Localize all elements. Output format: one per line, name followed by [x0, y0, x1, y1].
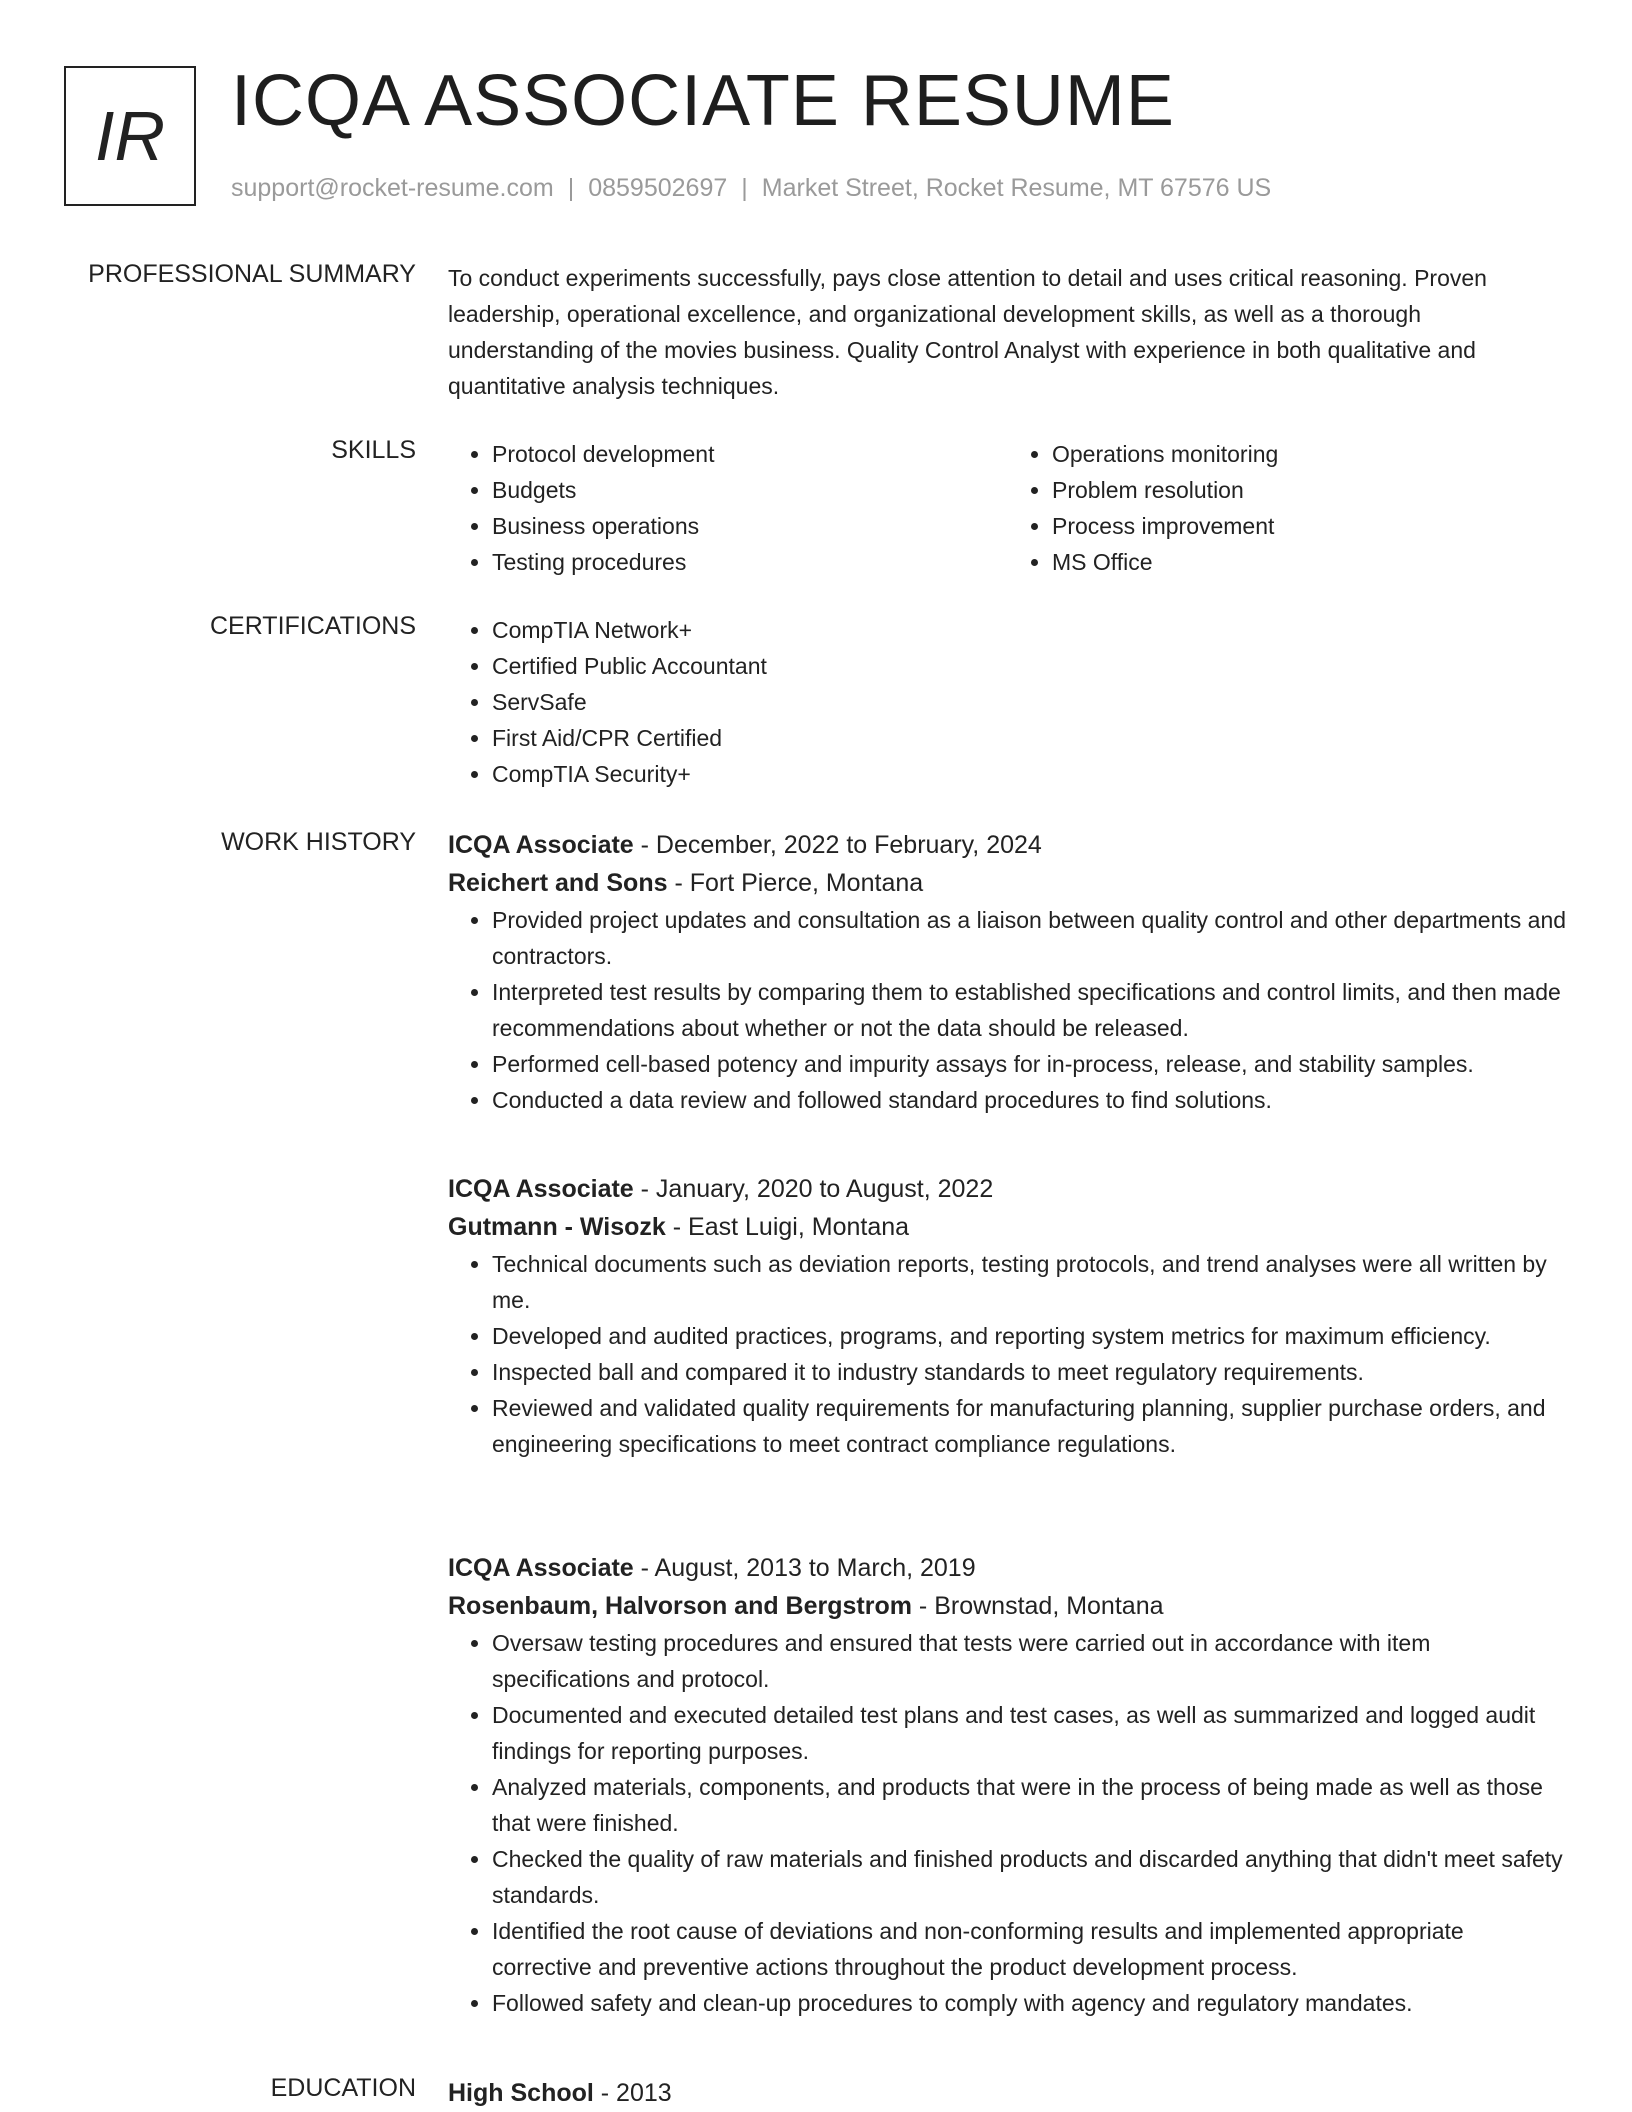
job-location: - East Luigi, Montana	[665, 1213, 910, 1241]
resume-title: ICQA ASSOCIATE RESUME	[231, 61, 1175, 141]
job-company: Rosenbaum, Halvorson and Bergstrom	[448, 1592, 912, 1620]
job-bullet: • Oversaw testing procedures and ensured that tests were carried out in accordance with item specifications and protocol.	[492, 1625, 1568, 1697]
certification-item: • First Aid/CPR Certified	[492, 720, 1568, 756]
education-body	[448, 2074, 1568, 2112]
job-company: Reichert and Sons	[448, 869, 668, 897]
certification-item: • ServSafe	[492, 684, 1568, 720]
job-bullets	[448, 902, 1568, 1118]
skill-item: • Business operations	[492, 508, 1008, 544]
job-entry	[448, 1170, 1568, 1462]
contact-phone: 0859502697	[588, 174, 728, 202]
education-year: - 2013	[593, 2079, 672, 2107]
resume-header	[64, 61, 1564, 216]
job-bullet: • Conducted a data review and followed standard procedures to find solutions.	[492, 1082, 1568, 1118]
job-entry	[448, 826, 1568, 1118]
section-label-certifications: CERTIFICATIONS	[209, 612, 416, 640]
skill-item: • Operations monitoring	[1052, 436, 1568, 472]
education-degree: High School	[448, 2079, 594, 2107]
job-title-line	[448, 1170, 1568, 1208]
job-company: Gutmann - Wisozk	[448, 1213, 666, 1241]
section-label-work: WORK HISTORY	[221, 828, 416, 856]
job-bullet: • Followed safety and clean-up procedures to comply with agency and regulatory mandates.	[492, 1985, 1568, 2021]
contact-separator: |	[567, 174, 575, 202]
section-label-skills: SKILLS	[331, 436, 416, 464]
summary-body	[448, 260, 1568, 404]
job-title: ICQA Associate	[448, 1554, 634, 1582]
job-bullet: • Documented and executed detailed test plans and test cases, as well as summarized and logged audit findings for reporting purposes.	[492, 1697, 1568, 1769]
skill-item: • Budgets	[492, 472, 1008, 508]
job-dates: - August, 2013 to March, 2019	[633, 1554, 976, 1582]
skill-item: • MS Office	[1052, 544, 1568, 580]
certifications-body	[448, 612, 1568, 792]
skill-item: • Process improvement	[1052, 508, 1568, 544]
job-entry	[448, 1549, 1568, 2021]
job-bullet: • Checked the quality of raw materials and finished products and discarded anything that didn't meet safety standards.	[492, 1841, 1568, 1913]
job-company-line	[448, 1587, 1568, 1625]
job-bullet: • Performed cell-based potency and impurity assays for in-process, release, and stability samples.	[492, 1046, 1568, 1082]
education-line	[448, 2074, 1568, 2112]
job-bullet: • Inspected ball and compared it to industry standards to meet regulatory requirements.	[492, 1354, 1568, 1390]
monogram-logo: IR	[64, 66, 196, 206]
certification-item: • Certified Public Accountant	[492, 648, 1568, 684]
job-title-line	[448, 826, 1568, 864]
skills-body	[448, 436, 1568, 580]
job-bullet: • Developed and audited practices, programs, and reporting system metrics for maximum efficiency.	[492, 1318, 1568, 1354]
job-dates: - January, 2020 to August, 2022	[633, 1175, 994, 1203]
job-title: ICQA Associate	[448, 1175, 634, 1203]
job-location: - Fort Pierce, Montana	[667, 869, 924, 897]
job-bullet: • Interpreted test results by comparing them to established specifications and control limits, and then made recommendations about whether or not the data should be released.	[492, 974, 1568, 1046]
section-label-education: EDUCATION	[270, 2074, 416, 2102]
skills-list-left	[448, 436, 1008, 580]
job-bullet: • Reviewed and validated quality requirements for manufacturing planning, supplier purchase orders, and engineering specifications to meet contract compliance regulations.	[492, 1390, 1568, 1462]
job-bullet: • Technical documents such as deviation reports, testing protocols, and trend analyses were all written by me.	[492, 1246, 1568, 1318]
skill-item: • Testing procedures	[492, 544, 1008, 580]
job-bullets	[448, 1246, 1568, 1462]
contact-address: Market Street, Rocket Resume, MT 67576 US	[761, 174, 1272, 202]
contact-separator: |	[741, 174, 748, 202]
job-company-line	[448, 864, 1568, 902]
job-company-line	[448, 1208, 1568, 1246]
job-title: ICQA Associate	[448, 831, 634, 859]
skill-item: • Problem resolution	[1052, 472, 1568, 508]
section-label-summary: PROFESSIONAL SUMMARY	[88, 260, 416, 288]
skills-list-right	[1008, 436, 1568, 580]
summary-text: To conduct experiments successfully, pays close attention to detail and uses critical reasoning. Proven leadership, operational excellence, and organizational development skills, as well as a thorough understanding of the movies business. Quality Control Analyst with experience in both qualitative and quantitative analysis techniques.	[448, 265, 1487, 399]
certifications-list	[448, 612, 1568, 792]
certification-item: • CompTIA Network+	[492, 612, 1568, 648]
job-bullets	[448, 1625, 1568, 2021]
job-bullet: • Provided project updates and consultation as a liaison between quality control and other departments and contractors.	[492, 902, 1568, 974]
skill-item: • Protocol development	[492, 436, 1008, 472]
job-title-line	[448, 1549, 1568, 1587]
contact-email: support@rocket-resume.com	[231, 174, 554, 202]
contact-line	[231, 174, 1271, 203]
job-bullet: • Analyzed materials, components, and products that were in the process of being made as well as those that were finished.	[492, 1769, 1568, 1841]
certification-item: • CompTIA Security+	[492, 756, 1568, 792]
job-location: - Brownstad, Montana	[911, 1592, 1164, 1620]
job-dates: - December, 2022 to February, 2024	[633, 831, 1042, 859]
job-bullet: • Identified the root cause of deviations and non-conforming results and implemented appropriate corrective and preventive actions throughout the product development process.	[492, 1913, 1568, 1985]
